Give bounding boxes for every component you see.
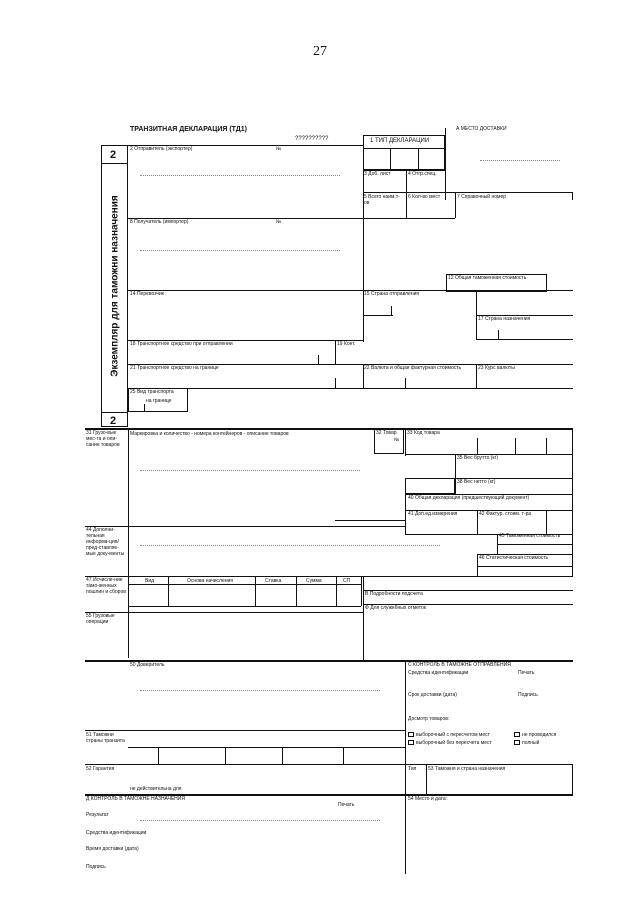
- field-23-label: 23 Курс валюты: [478, 365, 515, 371]
- checkbox-opt3[interactable]: [408, 740, 414, 745]
- box-1-label: 1 ТИП ДЕКЛАРАЦИИ: [370, 138, 430, 144]
- field-51-label: 51 Таможни страны транзита: [86, 732, 125, 744]
- field-55-label: 55 Грузовые операции: [86, 613, 115, 625]
- field-17-label: 17 Страна назначения: [478, 316, 531, 322]
- box-a-label: А МЕСТО ДОСТАВКИ: [456, 126, 507, 132]
- field-31-label: 31 Грузо-вые мес-та и опи-сание товаров: [86, 430, 120, 448]
- field-54-label: 54 Место и дата:: [408, 796, 448, 802]
- field-47-col-2: Ставка: [265, 578, 282, 584]
- field-c-sign: Подпись: [518, 692, 538, 698]
- field-c-label: С КОНТРОЛЬ В ТАМОЖНЕ ОТПРАВЛЕНИЯ: [408, 662, 511, 668]
- field-25-label-a: 25 Вид транспорта: [130, 389, 174, 395]
- field-c-opt3: выборочный без пересчета мест: [416, 740, 492, 746]
- field-50-label: 50 Доверитель: [130, 662, 165, 668]
- checkbox-opt4[interactable]: [514, 740, 520, 745]
- field-35-label: 35 Вес брутто (кг): [457, 455, 499, 461]
- field-47-col-3: Сумма: [306, 578, 322, 584]
- field-52-label: 52 Гарантия: [86, 766, 115, 772]
- field-2-label: 2 Отправитель (экспортер): [130, 146, 193, 152]
- field-38-label: 38 Вес нетто (кг): [457, 479, 496, 485]
- field-8-label: 8 Получатель (импортер): [130, 219, 189, 225]
- form-title: ТРАНЗИТНАЯ ДЕКЛАРАЦИЯ (ТД1): [130, 126, 247, 133]
- field-32-label: 32 Товар: [376, 430, 397, 436]
- copy-number-top: 2: [110, 149, 117, 161]
- field-c-opt2: не проводился: [522, 732, 557, 738]
- field-47-col-4: СП: [343, 578, 351, 584]
- field-15-label: 15 Страна отправления: [364, 291, 420, 297]
- form-qmarks: ??????????: [295, 136, 329, 142]
- field-44-label: 44 Дополни-тельная информа-ция/пред-ставляе-мые доку-менты: [86, 527, 125, 557]
- field-4-label: 4 Отгр.спец.: [408, 171, 437, 177]
- field-d-label: Д КОНТРОЛЬ В ТАМОЖНЕ НАЗНАЧЕНИЯ: [86, 796, 185, 802]
- field-18-label: 18 Транспортное средство при отправлении: [130, 341, 233, 347]
- field-7-label: 7 Справочный номер: [457, 194, 507, 200]
- checkbox-opt2[interactable]: [514, 732, 520, 737]
- field-d-term: Время доставки (дата): [86, 846, 139, 852]
- checkbox-opt1[interactable]: [408, 732, 414, 737]
- field-14-label: 14 Перевозчик: [130, 291, 164, 297]
- field-6-label: 6 Кол-во мест: [408, 194, 441, 200]
- field-d-sign: Подпись: [86, 864, 106, 870]
- copy-number-bottom: 2: [110, 415, 117, 427]
- copy-label: Экземпляр для таможни назначения: [109, 195, 120, 377]
- field-c-opt4: полный: [522, 740, 540, 746]
- field-c-opt1: выборочный с пересчетом мест: [416, 732, 490, 738]
- field-42-label: 42 Фактур. стоим. т-ра: [479, 511, 532, 517]
- field-33-label: 33 Код товара: [407, 430, 440, 436]
- field-f-label: Ф Для служебных отметок: [365, 605, 426, 611]
- field-d-ident: Средства идентификации: [86, 830, 147, 836]
- field-12-label: 12 Общая таможенная стоимость: [448, 275, 527, 281]
- field-25-label-b: на границе: [146, 398, 172, 404]
- field-31-desc: Маркировка и количество - номера контейнеров - описание товаров: [130, 431, 289, 437]
- field-tip-label: Тип: [408, 766, 417, 772]
- field-22-label: 22 Валюта и общая фактурная стоимость: [364, 365, 462, 371]
- field-47-col-0: Вид: [145, 578, 155, 584]
- field-45-label: 45 Таможенная стоимость: [499, 533, 561, 539]
- field-21-label: 21 Транспортное средство на границе: [130, 365, 219, 371]
- field-46-label: 46 Статистическая стоимость: [479, 555, 549, 561]
- field-d-result: Результат: [86, 812, 109, 818]
- field-d-seal: Печать: [338, 802, 355, 808]
- field-5-label: 5 Всего наим.т-ов: [364, 194, 400, 206]
- field-47-col-1: Основа начисления: [187, 578, 233, 584]
- field-41-label: 41 Доп.ед.измерения: [408, 511, 458, 517]
- page-number: 27: [313, 44, 327, 59]
- field-53-label: 53 Таможня и страна назначения: [428, 766, 506, 772]
- field-c-term: Срок доставки (дата): [408, 692, 457, 698]
- field-47-label: 47 Исчисле-ние тамо-женных пошлин и сборов: [86, 577, 126, 595]
- field-c-seal: Печать: [518, 670, 535, 676]
- field-b-label: В Подробности подсчета: [365, 591, 423, 597]
- field-2-no: №: [276, 146, 282, 152]
- field-c-inspect: Досмотр товаров:: [408, 716, 450, 722]
- field-c-ident: Средства идентификации: [408, 670, 469, 676]
- field-32-no: №: [394, 437, 400, 443]
- field-52-note: не действительна для: [130, 786, 182, 792]
- field-19-label: 19 Конт.: [337, 341, 356, 347]
- field-8-no: №: [276, 219, 282, 225]
- field-40-label: 40 Общая декларация (предшествующий документ): [408, 495, 530, 501]
- field-3-label: 3 Доб. лист: [364, 171, 391, 177]
